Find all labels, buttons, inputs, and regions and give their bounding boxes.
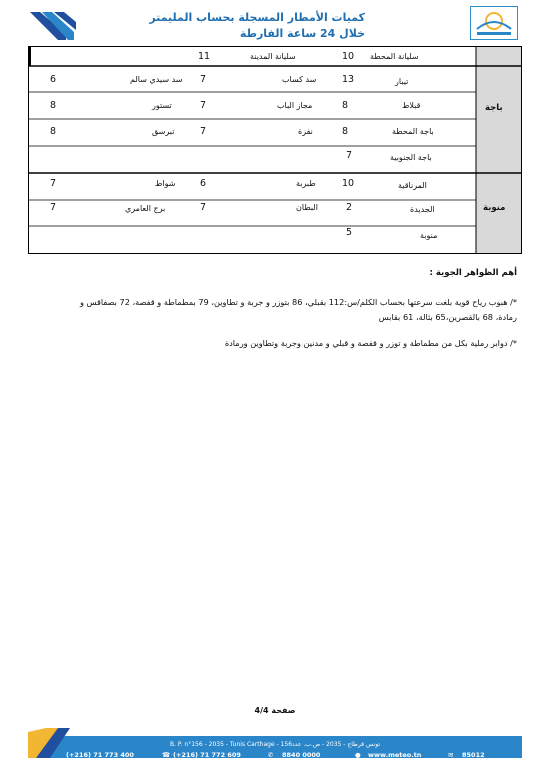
rainfall-value: 6 bbox=[200, 178, 207, 189]
rainfall-value: 5 bbox=[346, 227, 353, 238]
station-name: سد سيدي سالم bbox=[130, 75, 183, 84]
rainfall-table-grid bbox=[28, 46, 522, 254]
station-name: المرناقية bbox=[398, 181, 427, 190]
logo-icon bbox=[28, 10, 78, 40]
footer-fax: (+216) 71 772 609 bbox=[173, 751, 241, 759]
station-name: تيبار bbox=[395, 77, 409, 86]
governorate-label: باجة bbox=[485, 103, 503, 113]
station-name: قبلاط bbox=[402, 101, 421, 110]
rainfall-value: 7 bbox=[200, 202, 207, 213]
rainfall-value: 8 bbox=[342, 126, 349, 137]
rainfall-value: 10 bbox=[342, 178, 355, 189]
station-name: شواط bbox=[155, 179, 176, 188]
station-name: مجاز الباب bbox=[277, 101, 313, 110]
rainfall-value: 7 bbox=[50, 202, 57, 213]
weather-bullet: */ هبوب رياح قوية بلغت سرعتها بحساب الكلم/س:112 بقبلي، 86 بتوزر و جربة و تطاوين، 79 بمطماطة و قفصة، 72 بصفاقس و bbox=[79, 297, 517, 307]
weather-bullet-continuation: رمادة، 68 بالقصرين،65 بثالة، 61 بقابس bbox=[378, 312, 517, 322]
rainfall-value: 7 bbox=[200, 74, 207, 85]
governorate-label: منوبة bbox=[483, 203, 506, 213]
page-subtitle: خلال 24 ساعة الفارطة bbox=[239, 27, 365, 40]
station-name: سليانة المدينة bbox=[250, 52, 296, 61]
station-name: منوبة bbox=[420, 231, 438, 240]
rainfall-value: 10 bbox=[342, 51, 355, 62]
web-icon: ● bbox=[355, 751, 361, 759]
footer-green-number: 8840 0000 bbox=[282, 751, 321, 759]
rainfall-value: 7 bbox=[200, 126, 207, 137]
fax-icon: ☎ bbox=[162, 751, 171, 759]
station-name: الجديدة bbox=[410, 205, 435, 214]
station-name: نفزة bbox=[298, 127, 313, 136]
station-name: برج العامري bbox=[125, 204, 166, 213]
rainfall-value: 8 bbox=[50, 100, 57, 111]
station-name: باجة الجنوبية bbox=[390, 153, 432, 162]
rainfall-value: 8 bbox=[342, 100, 349, 111]
footer-phone: (+216) 71 773 400 bbox=[66, 751, 134, 759]
station-name: طبربة bbox=[296, 179, 316, 188]
weather-section-title: أهم الظواهر الجوية : bbox=[429, 268, 517, 278]
rainfall-value: 7 bbox=[50, 178, 57, 189]
rainfall-value: 6 bbox=[50, 74, 57, 85]
station-name: باجة المحطة bbox=[392, 127, 434, 136]
station-name: سليانة المحطة bbox=[370, 52, 419, 61]
rainfall-value: 8 bbox=[50, 126, 57, 137]
rainfall-value: 7 bbox=[200, 100, 207, 111]
station-name: البطان bbox=[296, 203, 318, 212]
station-name: تستور bbox=[152, 101, 172, 110]
rainfall-value: 7 bbox=[346, 150, 353, 161]
station-name: سد كساب bbox=[282, 75, 317, 84]
green-number-icon: ✆ bbox=[268, 751, 274, 759]
weather-bullet: */ دوابر رملية بكل من مطماطة و توزر و قفصة و قبلي و مدنين وجربة وتطاوين ورمادة bbox=[224, 338, 517, 348]
rainfall-value: 11 bbox=[198, 51, 211, 62]
footer-website[interactable]: www.meteo.tn bbox=[368, 751, 422, 759]
footer-address: B. P. n°156 - 2035 - Tunis Carthage - تونس قرطاج - 2035 - ص.ب. عدد156 bbox=[169, 741, 380, 748]
institution-logo-icon bbox=[470, 6, 518, 40]
footer-sms: 85012 bbox=[462, 751, 485, 759]
rainfall-value: 13 bbox=[342, 74, 355, 85]
station-name: تبرسق bbox=[152, 127, 175, 136]
rainfall-value: 2 bbox=[346, 202, 353, 213]
page-number: صفحة 4/4 bbox=[254, 706, 296, 715]
page-title: كميات الأمطار المسجلة بحساب المليمتر bbox=[149, 11, 365, 24]
sms-icon: ✉ bbox=[448, 751, 454, 759]
